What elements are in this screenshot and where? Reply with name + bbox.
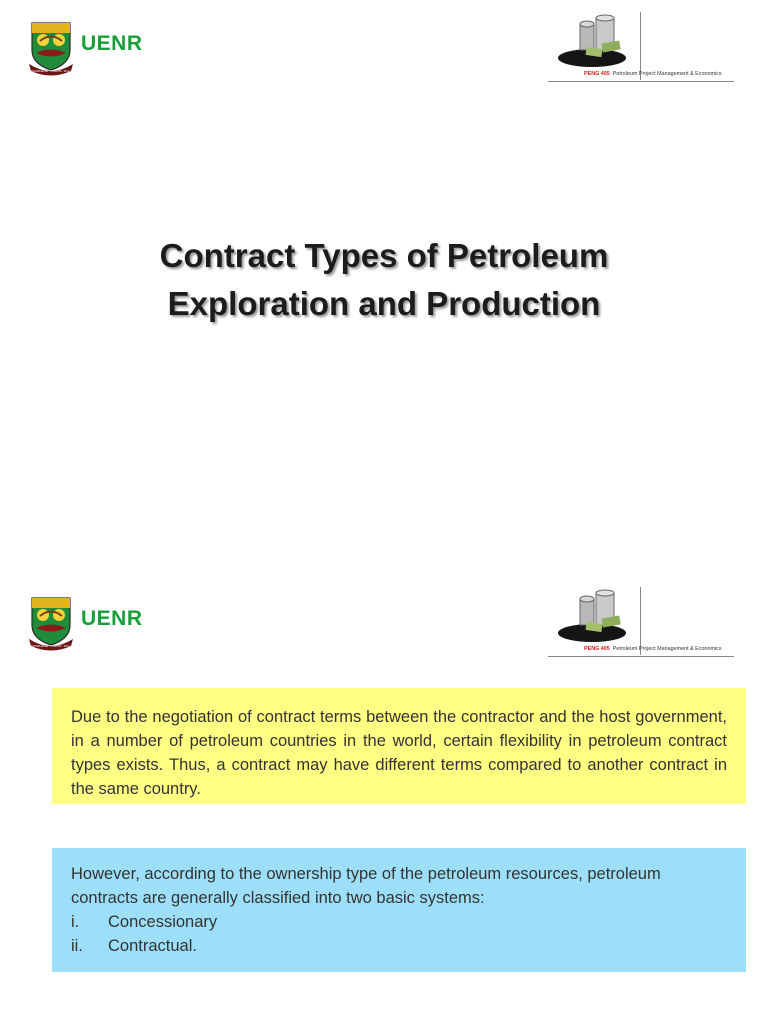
banner-divider: [640, 587, 641, 655]
list-item: [71, 934, 727, 958]
crest-motto: KNOWLEDGE · WISDOM · SKILL: [31, 645, 71, 648]
classification-text: However, according to the ownership type of the petroleum resources, petroleum contracts are generally classified into two basic systems:: [71, 865, 661, 907]
brand-name: UENR: [81, 32, 143, 55]
list-marker: ii.: [71, 937, 83, 955]
list-item: [71, 910, 727, 934]
course-label: [584, 71, 722, 77]
banner-underline: [548, 81, 734, 82]
contract-systems-list: [71, 910, 727, 958]
uenr-crest-icon: [28, 20, 74, 76]
list-item-label: Concessionary: [108, 913, 218, 931]
course-code: PENG 405: [584, 71, 610, 77]
course-title: Petroleum Project Management & Economics: [612, 646, 722, 652]
banner-underline: [548, 656, 734, 657]
classification-textbox: [52, 848, 746, 972]
list-item-label: Contractual.: [108, 937, 197, 955]
oil-barrels-icon: [556, 589, 630, 647]
banner-divider: [640, 12, 641, 80]
slide-title: [0, 232, 768, 328]
uenr-crest-icon: [28, 595, 74, 651]
title-line-1: Contract Types of Petroleum: [159, 237, 609, 274]
brand-name: UENR: [81, 607, 143, 630]
list-marker: i.: [71, 913, 80, 931]
oil-barrels-icon: [556, 14, 630, 72]
intro-textbox: [52, 688, 746, 804]
course-banner: [548, 587, 734, 659]
course-banner: [548, 12, 734, 84]
course-title: Petroleum Project Management & Economics: [612, 71, 722, 77]
crest-motto: KNOWLEDGE · WISDOM · SKILL: [31, 70, 71, 73]
course-label: [584, 646, 722, 652]
course-code: PENG 405: [584, 646, 610, 652]
content-slide: [0, 575, 768, 1024]
intro-text: Due to the negotiation of contract terms between the contractor and the host government, in a number of petroleum countries in the world, certain flexibility in petroleum contract types exists. Thus, a contract may have different terms compared to another contract in the same country.: [71, 708, 727, 798]
title-line-2: Exploration and Production: [167, 285, 601, 322]
